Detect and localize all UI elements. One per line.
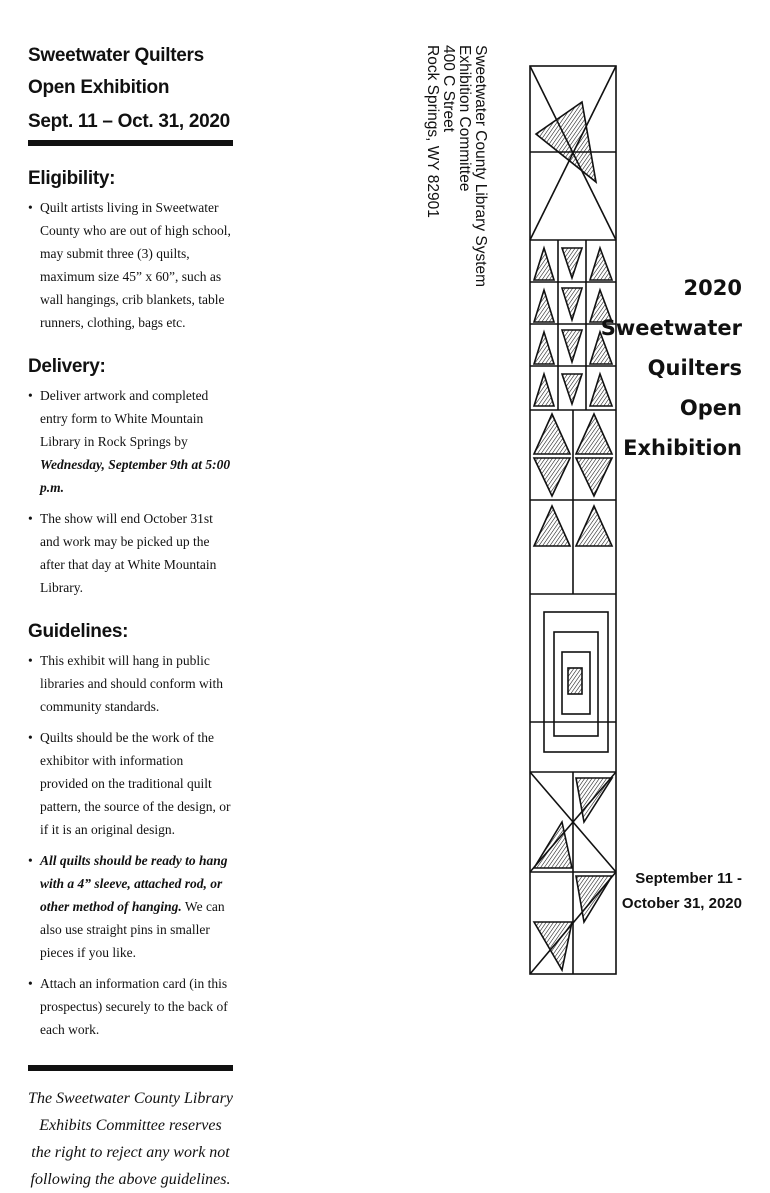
delivery-item-1-text: Deliver artwork and completed entry form to White Mountain Library in Rock Springs by [40,388,209,449]
delivery-item-1 [28,384,233,499]
committee-note: The Sweetwater County Library Exhibits Committee reserves the right to reject any work not following the above guidelines. [28,1090,233,1188]
eligibility-list [28,196,233,334]
cover-dates [622,866,742,916]
cover-title [601,268,742,468]
exhibition-dates: Sept. 11 – Oct. 31, 2020 [28,111,230,132]
guidelines-list [28,649,233,1041]
address-line-3: 400 C Street [440,45,457,133]
title-line-2: Open Exhibition [28,77,170,98]
delivery-item-2: • The show will end October 31st and work may be picked up the after that day at White Mountain Library. [28,507,233,599]
guidelines-item-2: • Quilts should be the work of the exhibitor with information provided on the traditional quilt pattern, the source of the design, or if it is an original design. [28,726,233,841]
guidelines-item-1: • This exhibit will hang in public libraries and should conform with community standards. [28,649,233,718]
divider-bottom [28,1065,233,1071]
guidelines-item-3-bold: All quilts should be ready to hang with a 4” sleeve, attached rod, or other method of hanging. [40,853,228,914]
address-line-2: Exhibition Committee [456,45,473,192]
address-line-1: Sweetwater County Library System [472,45,489,288]
guidelines-item-3 [28,849,233,964]
eligibility-heading: Eligibility: [28,168,116,189]
guidelines-heading: Guidelines: [28,621,129,642]
cover-line-3: Quilters [647,356,742,380]
cover-year: 2020 [683,276,742,300]
left-column [28,40,233,1193]
cover-line-2: Sweetwater [600,316,742,340]
guidelines-item-4: • Attach an information card (in this prospectus) securely to the back of each work. [28,972,233,1041]
delivery-list [28,384,233,599]
cover-date-end: October 31, 2020 [621,895,742,912]
delivery-deadline: Wednesday, September 9th at 5:00 p.m. [40,457,231,495]
guidelines-item-3-text: We can also use straight pins in smaller pieces if you like. [40,899,225,960]
cover-line-4: Open [679,396,742,420]
quilt-illustration [522,62,622,980]
cover-line-5: Exhibition [623,436,742,460]
cover-date-start: September 11 - [635,870,742,887]
mailing-address-rotated [424,45,488,287]
eligibility-item: • Quilt artists living in Sweetwater County who are out of high school, may submit three (3) quilts, maximum size 45” x 60”, such as wall hangings, crib blankets, table runners, clothing, bags etc. [28,196,233,334]
title-line-1: Sweetwater Quilters [28,45,204,66]
delivery-heading: Delivery: [28,356,106,377]
address-line-4: Rock Springs, WY 82901 [424,45,441,218]
mailing-address [424,45,490,375]
divider [28,140,233,146]
